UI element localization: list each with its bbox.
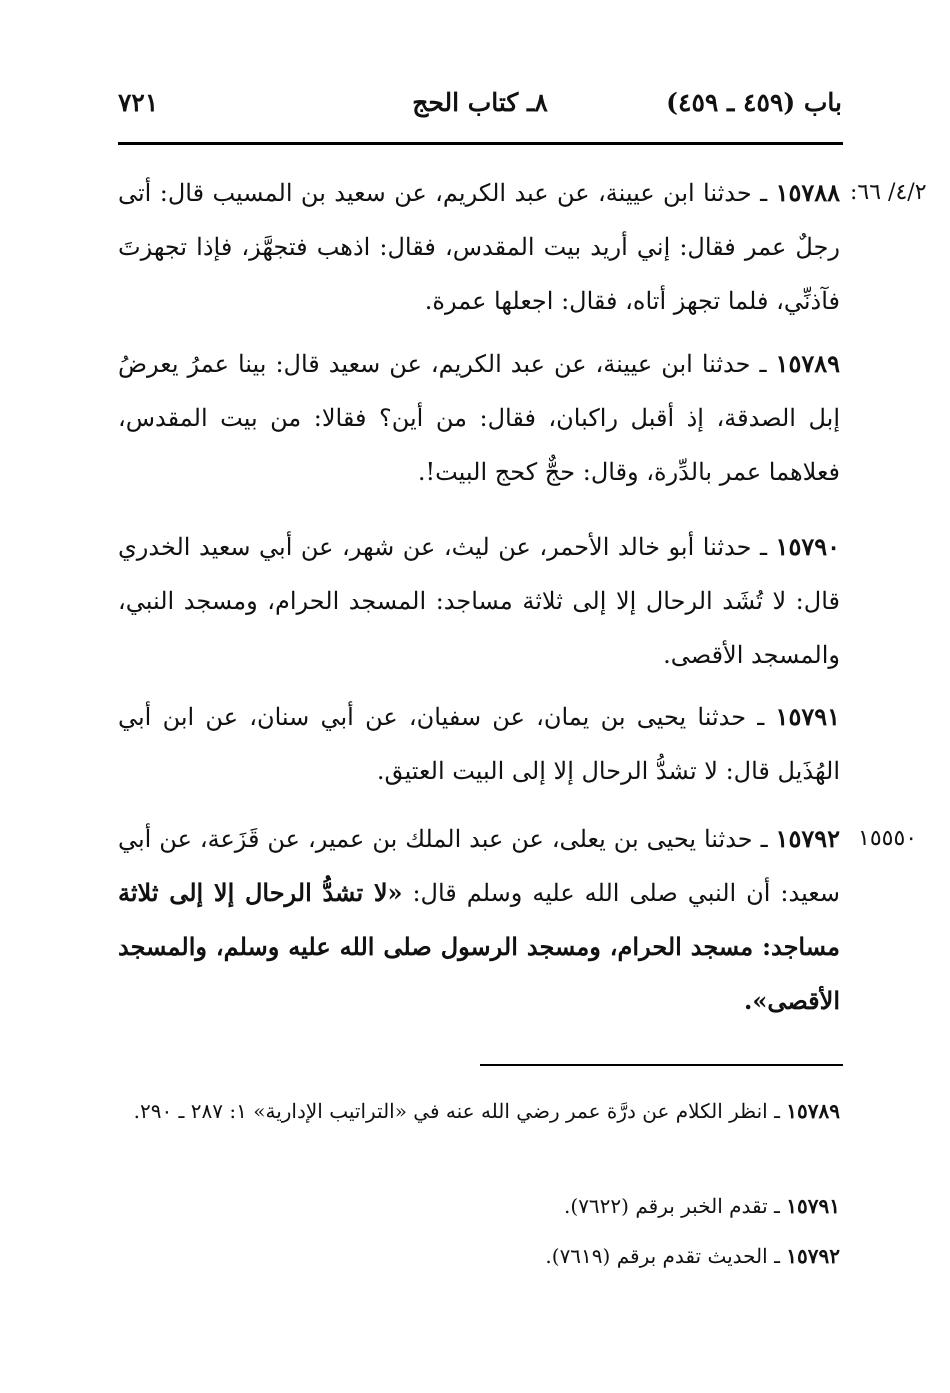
hadith-text: ـ حدثنا أبو خالد الأحمر، عن ليث، عن شهر، عن أبي سعيد الخدري قال: لا تُشَد الرحال إلا إلى ثلاثة مساجد: المسجد الحرام، ومسجد النبي، والمسجد الأقصى. — [118, 533, 840, 669]
page-number: ٧٢١ — [118, 88, 159, 117]
footnote-number: ١٥٧٩٢ — [786, 1244, 840, 1268]
footnote-text: ـ الحديث تقدم برقم (٧٦١٩). — [545, 1244, 787, 1268]
footnote-rule — [480, 1064, 843, 1066]
header-rule — [118, 142, 843, 145]
hadith-entry — [118, 166, 840, 328]
hadith-number: ١٥٧٨٩ — [775, 349, 840, 378]
hadith-quote: «لا تشدُّ الرحال إلا إلى ثلاثة مساجد: مسجد الحرام، ومسجد الرسول صلى الله عليه وسلم، والمسجد الأقصى». — [118, 878, 840, 1015]
hadith-text: ـ حدثنا ابن عيينة، عن عبد الكريم، عن سعيد قال: بينا عمرُ يعرضُ إبل الصدقة، إذ أقبل راكبان، فقال: من أين؟ فقالا: من بيت المقدس، فعلاهما عمر بالدِّرة، وقال: حجٌّ كحج البيت!. — [118, 350, 840, 486]
footnote — [118, 1183, 840, 1229]
hadith-entry — [118, 812, 840, 1028]
footnote-number: ١٥٧٩١ — [786, 1194, 840, 1218]
footnote-number: ١٥٧٨٩ — [786, 1099, 840, 1123]
hadith-number: ١٥٧٨٨ — [775, 178, 841, 207]
footnote-text: ـ تقدم الخبر برقم (٧٦٢٢). — [564, 1194, 787, 1218]
hadith-entry — [118, 690, 840, 798]
hadith-entry — [118, 520, 840, 682]
margin-reference: ١٥٥٥٠ — [858, 826, 918, 851]
hadith-text: ـ حدثنا يحيى بن يعلى، عن عبد الملك بن عمير، عن قَزَعة، عن أبي سعيد: أن النبي صلى الله عليه وسلم قال: — [118, 825, 840, 907]
hadith-text: ـ حدثنا ابن عيينة، عن عبد الكريم، عن سعيد بن المسيب قال: أتى رجلٌ عمر فقال: إني أريد بيت المقدس، فقال: اذهب فتجهَّز، فإذا تجهزتَ فآذنِّي، فلما تجهز أتاه، فقال: اجعلها عمرة. — [118, 179, 840, 315]
footnote — [118, 1088, 840, 1134]
page-header — [118, 88, 842, 128]
hadith-number: ١٥٧٩١ — [775, 702, 840, 731]
hadith-number: ١٥٧٩٢ — [775, 824, 840, 853]
footnote-text: ـ انظر الكلام عن درَّة عمر رضي الله عنه في «التراتيب الإدارية» ١: ٢٨٧ ـ ٢٩٠. — [133, 1099, 787, 1123]
hadith-entry — [118, 337, 840, 499]
book-title: ٨ـ كتاب الحج — [412, 88, 548, 117]
footnote — [118, 1233, 840, 1279]
hadith-text: ـ حدثنا يحيى بن يمان، عن سفيان، عن أبي سنان، عن ابن أبي الهُذَيل قال: لا تشدُّ الرحال إلا إلى البيت العتيق. — [118, 703, 840, 785]
chapter-range: باب (٤٥٩ ـ ٤٥٩) — [666, 88, 842, 117]
hadith-number: ١٥٧٩٠ — [775, 532, 840, 561]
margin-reference: ٤/٢/ ٦٦: — [850, 180, 927, 205]
